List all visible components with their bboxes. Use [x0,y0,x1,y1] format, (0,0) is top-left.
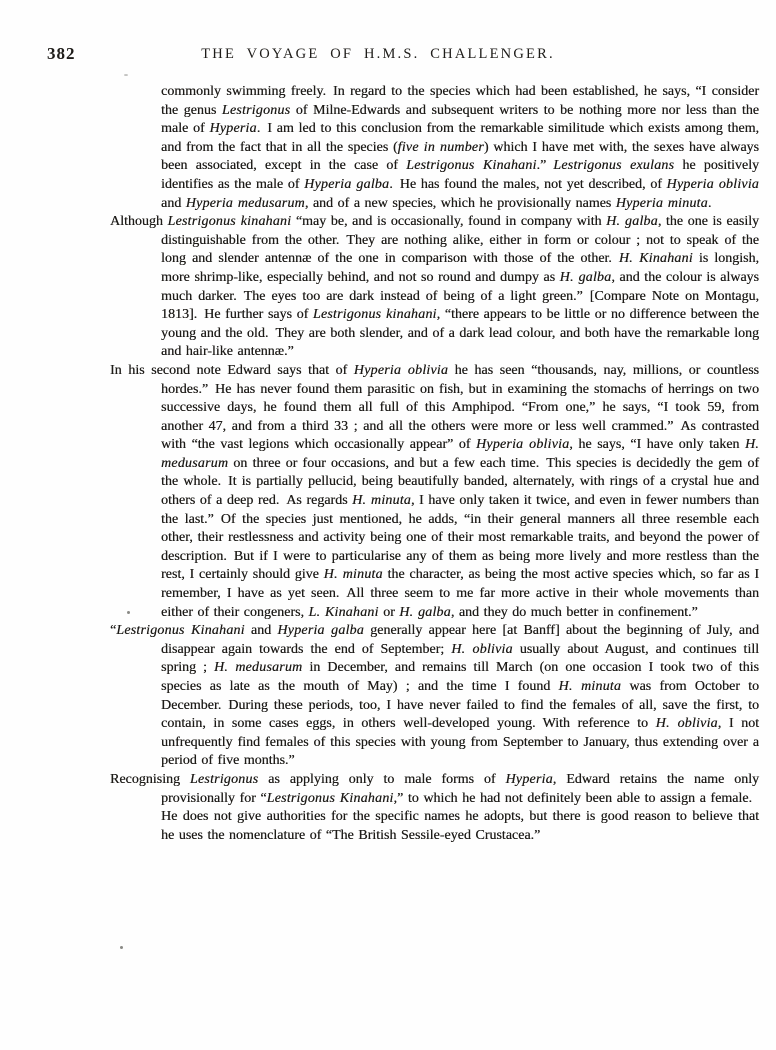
species-name: Lestrigonus exulans [553,158,675,174]
text-run: , and they do much better in confinement.” [450,604,698,620]
text-run: . He has found the males, not yet described, of [389,176,667,192]
paragraph [110,771,760,845]
text-run: he positively identifies as the male of [161,158,759,192]
species-name: Lestrigonus kinahani [167,214,292,230]
species-name: Hyperia oblivia [353,362,449,378]
species-name: L. Kinahani [308,604,379,620]
text-run: ,” to which he had not definitely been able to assign a female. He does not give authorities for the specific names he adopts, but there is good reason to believe that he uses the nomenclature of “The British Sessile-eyed Crustacea.” [161,790,760,843]
text-run: Although [110,214,168,230]
text-run: .” [536,158,554,174]
species-name: H. Kinahani [618,251,693,267]
text-run: commonly swimming freely. In regard to the species which had been established, he says, “I consider the genus [161,84,759,118]
species-name: Hyperia minuta [615,195,708,211]
scan-speck [120,946,123,949]
scan-speck [127,611,130,614]
text-run: is longish, more shrimp-like, especially behind, and not so round and dumpy as [161,251,759,285]
text-run: , Edward retains the name only provisionally for “ [161,771,760,806]
text-run: of Milne-Edwards and subsequent writers to be nothing more nor less than the male of [161,102,760,137]
species-name: Hyperia [209,121,257,137]
species-name: Lestrigonus Kinahani [406,158,537,174]
text-run: he has seen “thousands, nay, millions, or countless hordes.” He has never found them parasitic on fish, but in examining the stomachs of herrings on two successive days, he found them all full of this Amphipod. “From one,” he says, “I took 59, from another 47, and from a third 33 ; and all the others were more or less well crammed.” As contrasted with “the vast legions which occasionally appear” of [161,362,759,453]
text-run: , and of a new species, which he provisionally names [304,195,616,211]
species-name: Hyperia medusarum [185,195,305,211]
text-run: as applying only to male forms of [258,771,506,787]
species-name: Hyperia oblivia [475,437,570,453]
species-name: H. galba [399,604,451,620]
paragraph [161,83,759,213]
scan-speck [124,74,128,76]
species-name: Hyperia galba [277,623,364,639]
species-name: Lestrigonus [189,771,259,787]
text-run: or [378,604,400,620]
paragraph [110,622,760,771]
text-run: was from October to December. During these periods, too, I have never failed to find the females of all, save the first, to contain, in some cases eggs, in others well-developed young. With reference to [161,679,760,732]
species-name: Lestrigonus Kinahani [266,790,394,806]
species-name: H. medusarum [161,437,759,471]
text-run: usually about August, and continues till spring ; [161,641,759,676]
text-run: , I have only taken it twice, and even in fewer numbers than the last.” Of the species just mentioned, he adds, “in their general manners all three resemble each other, their restlessness and activity being one of their most remarkable traits, and beyond the power of description. But if I were to particularise any of them as being more lively and more restless than the rest, I certainly should give [161,493,759,583]
species-name: H. oblivia [451,641,513,657]
species-name: five in number [397,139,484,155]
paragraph [110,362,759,622]
species-name: Lestrigonus kinahani [312,307,437,323]
text-run: . I am led to this conclusion from the remarkable similitude which exists among them, and from the fact that in all the species ( [161,121,759,155]
species-name: H. oblivia [655,716,718,732]
text-run: , and the colour is always much darker. The eyes too are dark instead of being of a light green.” [Compare Note on Montagu, 1813]. He further says of [161,269,759,323]
text-run: , he says, “I have only taken [569,437,745,453]
species-name: Hyperia galba [304,176,390,192]
species-name: H. minuta [558,679,622,694]
paragraph [110,213,760,362]
text-run: and [244,623,278,639]
species-name: H. medusarum [213,660,303,676]
text-run: , “there appears to be little or no difference between the young and the old. They are both slender, and of a dark lead colour, and both have the remarkable long and hair-like antennæ.” [161,307,759,360]
page-number: 382 [47,44,76,63]
text-run: , the one is easily distinguishable from the other. They are nothing alike, either in form or colour ; not to speak of the long and slender antennæ of the one in comparison with those of the other. [161,214,760,267]
text-run: “may be, and is occasionally, found in company with [291,214,607,230]
text-run: Recognising [110,771,190,787]
text-run: In his second note Edward says that of [110,362,354,378]
text-run: in December, and remains till March (on one occasion I took two of this species as late as the mouth of May) ; and the time I found [161,660,759,694]
text-run: on three or four occasions, and but a few each time. This species is decidedly the gem of the whole. It is partially pellucid, being beautifully banded, alternately, with rings of a crystal hue and others of a deep red. As regards [161,455,759,509]
species-name: H. galba [606,214,658,230]
species-name: Lestrigonus [221,102,291,118]
running-title: THE VOYAGE OF H.M.S. CHALLENGER. [201,46,555,62]
species-name: H. minuta [352,493,411,509]
text-run: the character, as being the most active species which, so far as I remember, I have as yet seen. All three seem to me far more active in their whole movements than either of their congeners, [161,567,759,620]
text-run: “ [110,623,117,639]
text-run: . [707,195,712,211]
text-run: generally appear here [at Banff] about the beginning of July, and disappear again towards the end of September; [161,623,759,657]
species-name: H. minuta [323,567,383,583]
species-name: Hyperia oblivia [666,176,759,192]
page-body [110,83,760,845]
species-name: Lestrigonus Kinahani [116,623,245,639]
species-name: Hyperia [505,771,553,787]
text-run: , I not unfrequently find females of this species with young from September to January, thus extending over a period of five months.” [161,716,759,769]
text-run: ) which I have met with, the sexes have always been associated, except in the case of [161,139,759,174]
text-run: and [161,195,186,211]
species-name: H. galba [559,269,612,285]
